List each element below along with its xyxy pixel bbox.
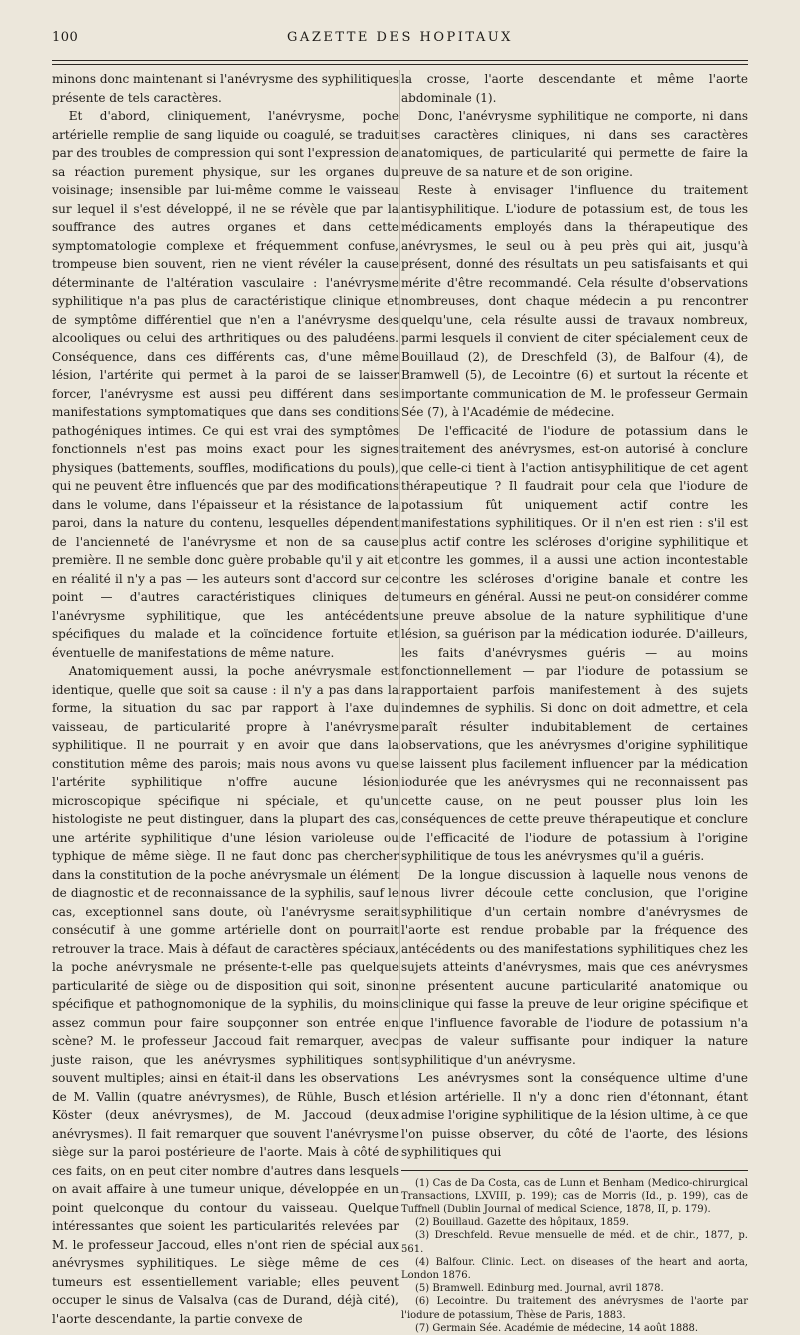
footnote: (6) Lecointre. Du traitement des anévrysmes de l'aorte par l'iodure de potassium, Thèse de Paris, 1883. bbox=[401, 1296, 748, 1321]
footnote-rule bbox=[401, 1170, 748, 1171]
footnote: (4) Balfour. Clinic. Lect. on diseases of the heart and aorta, London 1876. bbox=[401, 1256, 748, 1281]
paragraph: Les anévrysmes sont la conséquence ultime d'une lésion artérielle. Il n'y a donc rien d'étonnant, étant admise l'origine syphilitique de la lésion ultime, à ce que l'on puisse observer, du côté de l'aorte, des lésions syphilitiques qui bbox=[401, 1071, 748, 1159]
footnote: (2) Bouillaud. Gazette des hôpitaux, 1859. bbox=[415, 1217, 629, 1229]
page-header bbox=[52, 30, 748, 56]
footnote: (1) Cas de Da Costa, cas de Lunn et Benham (Medico-chirurgical Transactions, LXVIII, p. 199); cas de Morris (Id., p. 199), cas de Tuffnell (Dublin Journal of medical Science, 1878, II, p. 179). bbox=[401, 1177, 748, 1215]
footnotes bbox=[401, 1177, 748, 1335]
footnote: (7) Germain Sée. Académie de médecine, 14 août 1888. bbox=[415, 1322, 699, 1334]
paragraph: Reste à envisager l'influence du traitement antisyphilitique. L'iodure de potassium est, de tous les médicaments employés dans la thérapeutique des anévrysmes, le seul ou à peu près qui ait, jusqu'à présent, donné des résultats un peu satisfaisants et qui mérite d'être recommandé. Cela résulte d'observations nombreuses, dont chaque médecin a pu rencontrer quelqu'une, cela résulte aussi de travaux nombreux, parmi lesquels il convient de citer spécialement ceux de Bouillaud (2), de Dreschfeld (3), de Balfour (4), de Bramwell (5), de Lecointre (6) et surtout la récente et importante communication de M. le professeur Germain Sée (7), à l'Académie de médecine. bbox=[401, 183, 748, 419]
column-divider bbox=[399, 70, 400, 1070]
paragraph: Anatomiquement aussi, la poche anévrysmale est identique, quelle que soit sa cause : il n'y a pas dans la forme, la situation du sac par rapport à l'axe du vaisseau, de particularité propre à l'anévrysme syphilitique. Il ne pourrait y en avoir que dans la constitution même des parois; mais nous avons vu que l'artérite syphilitique n'offre aucune lésion microscopique spécifique ni spéciale, et qu'un histologiste ne peut distinguer, dans la plupart des cas, une artérite syphilitique d'une lésion varioleuse ou typhique de même siège. Il ne faut donc pas chercher dans la constitution de la poche anévrysmale un élément de diagnostic et de reconnaissance de la syphilis, sauf le cas, exceptionnel sans doute, où l'anévrysme serait consécutif à une gomme artérielle dont on pourrait retrouver la trace. Mais à défaut de caractères spéciaux, la poche anévrysmale ne présente-t-elle pas quelque particularité de siège ou de disposition qui soit, sinon spécifique et pathognomonique de la syphilis, du moins assez commun pour faire soupçonner son entrée en scène? M. le professeur Jaccoud fait remarquer, avec juste raison, que les anévrysmes syphilitiques sont souvent multiples; ainsi en était-il dans les observations de M. Vallin (quatre anévrysmes), de Rühle, Busch et Köster (deux anévrysmes), de M. Jaccoud (deux anévrysmes). Il fait remarquer que souvent l'anévrysme siège sur la paroi postérieure de l'aorte. Mais à côté de ces faits, on en peut citer nombre d'autres dans lesquels on avait affaire à une tumeur unique, développée en un point quelconque du contour du vaisseau. Quelque intéressantes que soient les particularités relevées par M. le professeur Jaccoud, elles n'ont rien de spécial aux anévrysmes syphilitiques. Le siège même de ces tumeurs est essentiellement variable; elles peuvent occuper le sinus de Valsalva (cas de Durand, déjà cité), l'aorte descendante, la partie convexe de bbox=[52, 664, 399, 1326]
paragraph: minons donc maintenant si l'anévrysme des syphilitiques présente de tels caractères. bbox=[52, 72, 399, 105]
right-column bbox=[401, 70, 748, 1335]
journal-title: GAZETTE DES HOPITAUX bbox=[287, 30, 513, 45]
header-rule-top bbox=[52, 60, 748, 61]
page-number: 100 bbox=[52, 30, 79, 45]
header-rule-bottom bbox=[52, 64, 748, 65]
footnote: (5) Bramwell. Edinburg med. Journal, avril 1878. bbox=[415, 1283, 664, 1295]
footnote: (3) Dreschfeld. Revue mensuelle de méd. et de chir., 1877, p. 561. bbox=[401, 1230, 748, 1255]
paragraph: De la longue discussion à laquelle nous venons de nous livrer découle cette conclusion, que l'origine syphilitique d'un certain nombre d'anévrysmes de l'aorte est rendue probable par la fréquence des antécédents ou des manifestations syphilitiques chez les sujets atteints d'anévrysmes, mais que ces anévrysmes ne présentent aucune particularité anatomique ou clinique qui fasse la preuve de leur origine spécifique et que l'influence favorable de l'iodure de potassium n'a pas de valeur suffisante pour indiquer la nature syphilitique d'un anévrysme. bbox=[401, 867, 748, 1067]
paragraph: Et d'abord, cliniquement, l'anévrysme, poche artérielle remplie de sang liquide ou coagulé, se traduit par des troubles de compression qui sont l'expression de sa réaction purement physique, sur les organes du voisinage; insensible par lui-même comme le vaisseau sur lequel il s'est développé, il ne se révèle que par la souffrance des autres organes et dans cette symptomatologie complexe et fréquemment confuse, trompeuse bien souvent, rien ne vient révéler la cause déterminante de l'altération vasculaire : l'anévrysme syphilitique n'a pas plus de caractéristique clinique et de symptôme différentiel que n'en a l'anévrysme des alcooliques ou celui des arthritiques ou des paludéens. Conséquence, dans ces différents cas, d'une même lésion, l'artérite qui permet à la paroi de se laisser forcer, l'anévrysme est aussi peu différent dans ses manifestations symptomatiques que dans ses conditions pathogéniques intimes. Ce qui est vrai des symptômes fonctionnels n'est pas moins exact pour les signes physiques (battements, souffles, modifications du pouls), qui ne peuvent être influencés que par des modifications dans le volume, dans l'épaisseur et la résistance de la paroi, dans la nature du contenu, lesquelles dépendent de l'ancienneté de l'anévrysme et non de sa cause première. Il ne semble donc guère probable qu'il y ait et en réalité il n'y a pas — les auteurs sont d'accord sur ce point — d'autres caractéristiques cliniques de l'anévrysme syphilitique, que les antécédents spécifiques du malade et la coïncidence fortuite et éventuelle de manifestations de même nature. bbox=[52, 109, 399, 660]
paragraph: la crosse, l'aorte descendante et même l'aorte abdominale (1). bbox=[401, 72, 748, 105]
paragraph: De l'efficacité de l'iodure de potassium dans le traitement des anévrysmes, est-on autorisé à conclure que celle-ci tient à l'action antisyphilitique de cet agent thérapeutique ? Il faudrait pour cela que l'iodure de potassium fût uniquement actif contre les manifestations syphilitiques. Or il n'en est rien : s'il est plus actif contre les scléroses d'origine syphilitique et contre les gommes, il a aussi une action incontestable contre les scléroses d'origine banale et contre les tumeurs en général. Aussi ne peut-on considérer comme une preuve absolue de la nature syphilitique d'une lésion, sa guérison par la médication iodurée. D'ailleurs, les faits d'anévrysmes guéris — au moins fonctionnellement — par l'iodure de potassium se rapportaient parfois manifestement à des sujets indemnes de syphilis. Si donc on doit admettre, et cela paraît résulter indubitablement de certaines observations, que les anévrysmes d'origine syphilitique se laissent plus facilement influencer par la médication iodurée que les anévrysmes qui ne reconnaissent pas cette cause, on ne peut pousser plus loin les conséquences de cette preuve thérapeutique et conclure de l'efficacité de l'iodure de potassium à l'origine syphilitique de tous les anévrysmes qu'il a guéris. bbox=[401, 423, 748, 863]
left-column bbox=[52, 70, 399, 1328]
paragraph: Donc, l'anévrysme syphilitique ne comporte, ni dans ses caractères cliniques, ni dans ses caractères anatomiques, de particularité qui permette de faire la preuve de sa nature et de son origine. bbox=[401, 109, 748, 179]
